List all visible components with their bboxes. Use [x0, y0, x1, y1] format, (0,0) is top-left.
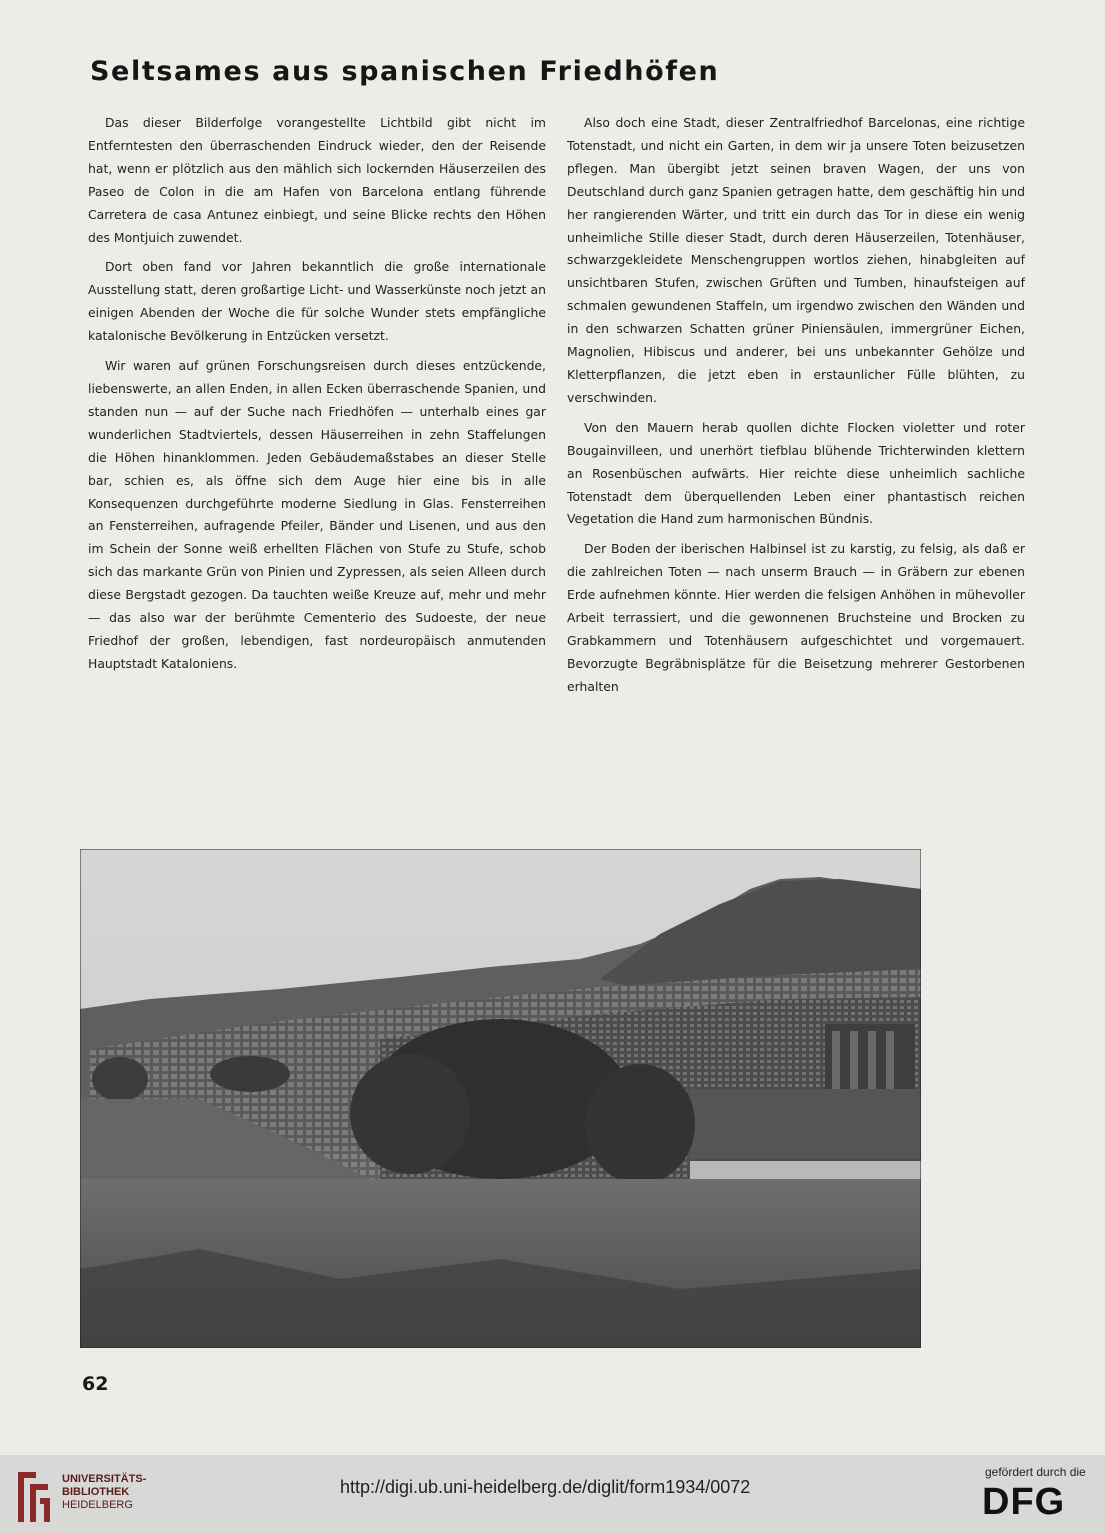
source-url-link[interactable]: http://digi.ub.uni-heidelberg.de/diglit/form1934/0072	[340, 1477, 751, 1497]
library-line-2: BIBLIOTHEK	[62, 1486, 130, 1498]
cemetery-photograph	[80, 849, 921, 1348]
article-title: Seltsames aus spanischen Friedhöfen	[90, 56, 720, 87]
right-text-column	[567, 112, 1025, 706]
dfg-logo: DFG	[982, 1481, 1066, 1523]
left-text-column	[88, 112, 546, 683]
paragraph: Das dieser Bilderfolge vorangestellte Lichtbild gibt nicht im Entferntesten den überraschenden Eindruck wieder, den der Reisende hat, wenn er plötzlich aus den mählich sich lockernden Häuserzeilen des Paseo de Colon in die am Hafen von Barcelona entlang führende Carretera de casa Antunez einbiegt, und seine Blicke rechts den Höhen des Montjuich zuwendet.	[88, 115, 546, 245]
library-logo-icon	[14, 1464, 54, 1526]
paragraph: Dort oben fand vor Jahren bekanntlich die große internationale Ausstellung statt, deren großartige Licht- und Wasserkünste noch jetzt an einigen Abenden der Woche die für solche Wunder stets empfängliche katalonische Bevölkerung in Entzücken versetzt.	[88, 259, 546, 344]
library-line-3: HEIDELBERG	[62, 1499, 133, 1511]
paragraph: Also doch eine Stadt, dieser Zentralfriedhof Barcelonas, eine richtige Totenstadt, und nicht ein Garten, in dem wir ja unsere Toten beizusetzen pflegen. Man übergibt jetzt seinen braven Wagen, der uns von Deutschland durch ganz Spanien getragen hatte, dem geschäftig hin und her rangierenden Wärter, und tritt ein durch das Tor in diese ein wenig unheimliche Stille dieser Stadt, durch deren Häuserzeilen, Totenhäuser, schwarzgekleidete Menschengruppen wortlos ziehen, hinabgleiten auf unsichtbaren Stufen, zwischen Grüften und Tumben, hinaufsteigen auf schmalen gewundenen Staffeln, um irgendwo zwischen den Wänden und in den schwarzen Schatten grüner Piniensäulen, immergrüner Eichen, Magnolien, Hibiscus und anderer, bei uns unbekannter Gehölze und Kletterpflanzen, die jetzt eben in erstaunlicher Fülle blühten, zu verschwinden.	[567, 115, 1025, 405]
library-line-1: UNIVERSITÄTS-	[62, 1473, 147, 1485]
funded-by-label: gefördert durch die	[985, 1465, 1086, 1479]
page-number: 62	[82, 1373, 109, 1395]
paragraph: Von den Mauern herab quollen dichte Flocken violetter und roter Bougainvilleen, und unerhört tiefblau blühende Trichterwinden klettern an Rosenbüschen aufwärts. Hier reichte diese unheimlich sachliche Totenstadt dem überquellenden Leben einer phantastisch reichen Vegetation die Hand zum harmonischen Bündnis.	[567, 419, 1025, 527]
paragraph: Wir waren auf grünen Forschungsreisen durch dieses entzückende, liebenswerte, an allen Enden, in allen Ecken überraschende Spanien, und standen nun — auf der Suche nach Friedhöfen — unterhalb eines gar wunderlichen Stadtviertels, dessen Häuserreihen in zehn Staffelungen die Höhen hinanklommen. Jeden Gebäudemaßstabes an dieser Stelle bar, schien es, als öffne sich dem Auge hier eine bis in alle Konsequenzen durchgeführte moderne Siedlung in Glas. Fensterreihen an Fensterreihen, aufragende Pfeiler, Bänder und Lisenen, und aus den im Schein der Sonne weiß erhellten Flächen von Stufe zu Stufe, schob sich das markante Grün von Pinien und Zypressen, als seien Alleen durch diese Bergstadt gezogen. Da tauchten weiße Kreuze auf, mehr und mehr — das also war der berühmte Cementerio des Sudoeste, der neue Friedhof der großen, lebendigen, fast nordeuropäisch anmutenden Hauptstadt Kataloniens.	[88, 358, 546, 671]
digitization-footer	[0, 1455, 1105, 1534]
library-name	[62, 1473, 146, 1512]
paragraph: Der Boden der iberischen Halbinsel ist zu karstig, zu felsig, als daß er die zahlreichen Toten — nach unserm Brauch — in Gräbern zur ebenen Erde aufnehmen könnte. Hier werden die felsigen Anhöhen in mühevoller Arbeit terrassiert, und die gewonnenen Bruchsteine und Brocken zu Grabkammern und Totenhäusern aufgeschichtet und vorgemauert. Bevorzugte Begräbnisplätze für die Beisetzung mehrerer Gestorbenen erhalten	[567, 541, 1025, 694]
